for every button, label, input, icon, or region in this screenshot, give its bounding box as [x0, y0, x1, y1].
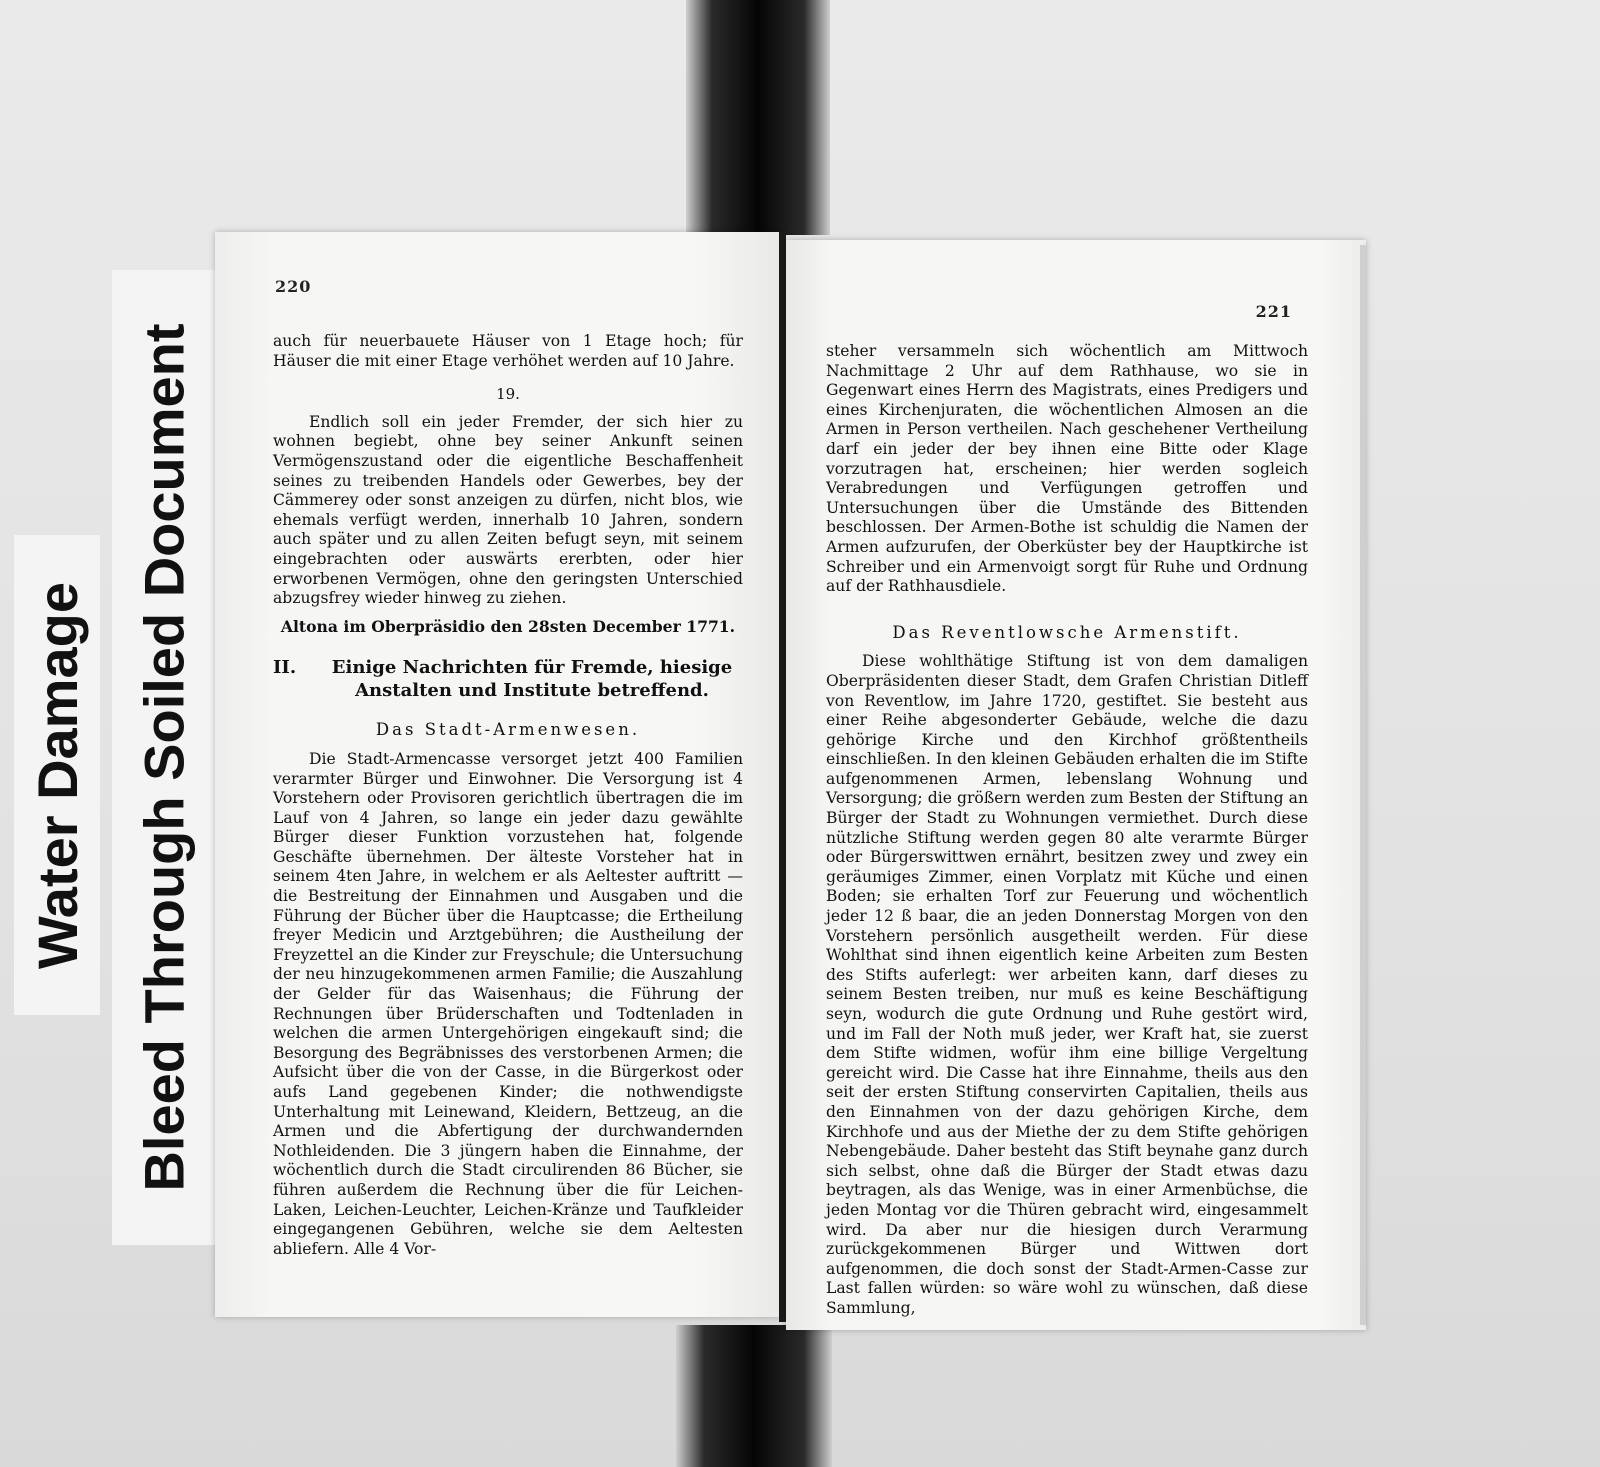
bleed-through-notice	[112, 270, 216, 1245]
book-gutter	[779, 232, 786, 1322]
signature-line: Altona im Oberpräsidio den 28sten December 1771.	[280, 616, 736, 636]
right-page	[786, 240, 1366, 1330]
binding-strip-top	[686, 0, 830, 235]
chapter-heading	[273, 656, 743, 702]
left-page-text	[273, 332, 743, 1259]
section-heading-armenwesen: Das Stadt-Armenwesen.	[375, 720, 641, 740]
right-page-edge	[1360, 245, 1366, 1325]
right-opening-paragraph: steher versammeln sich wöchentlich am Mittwoch Nachmittage 2 Uhr auf dem Rathhause, wo sie in Gegenwart eines Herrn des Magistrats, eines Predigers und eines Kirchenjuraten, die wöchentlichen Almosen an die Armen in Person vertheilen. Nach geschehener Vertheilung darf ein jeder der bey ihnen eine Bitte oder Klage vorzutragen hat, erscheinen; hier werden sogleich Verabredungen und Verfügungen getroffen und Untersuchungen über die Umstände des Bittenden beschlossen. Der Armen-Bothe ist schuldig die Namen der Armen aufzurufen, der Oberküster bey der Hauptkirche ist Schreiber und ein Armenvoigt sorgt für Ruhe und Ordnung auf der Rathhausdiele.	[826, 342, 1308, 596]
right-page-number: 221	[1255, 302, 1292, 321]
chapter-title: Einige Nachrichten für Fremde, hiesige Anstalten und Institute betreffend.	[331, 657, 733, 702]
water-damage-notice	[14, 535, 100, 1015]
binding-strip-bottom	[676, 1325, 832, 1467]
right-page-text	[826, 342, 1308, 1319]
left-body-paragraph: Die Stadt-Armencasse versorget jetzt 400 Familien verarmter Bürger und Einwohner. Die Versorgung ist 4 Vorstehern oder Provisoren gerichtlich übertragen die im Lauf von 4 Jahren, so lange ein jeder dazu gewählte Bürger dieser Funktion vorzustehen hat, folgende Geschäfte übernehmen. Der älteste Vorsteher hat in seinem 4ten Jahre, in welchem er als Aeltester auftritt — die Bestreitung der Einnahmen und Ausgaben und die Führung der Bücher über die Hauptcasse; die Ertheilung freyer Medicin und Arztgebühren; die Austheilung der Freyzettel an die Kinder zur Freyschule; die Untersuchung der neu hinzugekommenen armen Familie; die Auszahlung der Gelder für das Waisenhaus; die Führung der Rechnungen über Brüderschaften und Todtenladen in welchen die armen Untergehörigen eingekauft sind; die Besorgung des Begräbnisses des verstorbenen Armen; die Aufsicht über die von der Casse, in die Bürgerkost oder aufs Land gegebenen Kinder; die nothwendigste Unterhaltung mit Leinewand, Kleidern, Bettzeug, an die Armen und die Abfertigung der durchwandernden Nothleidenden. Die 3 jüngern haben die Einnahme, der wöchentlich durch die Stadt circulirenden 86 Bücher, sie führen außerdem die Rechnung über die für Leichen-Laken, Leichen-Leuchter, Leichen-Kränze und Taufkleider eingegangenen Gebühren, welche sie dem Aeltesten abliefern. Alle 4 Vor-	[273, 749, 743, 1258]
section-heading-armenstift: Das Reventlowsche Armenstift.	[892, 622, 1242, 642]
water-damage-label: Water Damage	[25, 581, 89, 969]
chapter-number: II.	[273, 657, 297, 679]
right-body-paragraph: Diese wohlthätige Stiftung ist von dem damaligen Oberpräsidenten dieser Stadt, dem Grafen Christian Ditleff von Reventlow, im Jahre 1720, gestiftet. Sie besteht aus einer Reihe abgesonderter Gebäude, welche die dazu gehörige Kirche und den Kirchhof größtentheils einschließen. In den kleinen Gebäuden erhalten die im Stifte aufgenommenen Armen, lebenslang Wohnung und Versorgung; die größern werden zum Besten der Stiftung an Bürger der Stadt zu Wohnungen vermiethet. Durch diese nützliche Stiftung werden gegen 80 alte verarmte Bürger oder Bürgerswittwen ernährt, besitzen zwey und zwey ein geräumiges Zimmer, einen Vorplatz mit Küche und einen Boden; sie erhalten Torf zur Feuerung und wöchentlich jeder 12 ß baar, die an jeden Donnerstag Morgen von den Vorstehern persönlich ausgetheilt werden. Für diese Wohlthat sind ihnen eigentlich keine Arbeiten zum Besten des Stifts auferlegt: wer arbeiten kann, darf dieses zu seinem Besten treiben, nur muß es keine Beschäftigung seyn, wodurch die gute Ordnung und Ruhe gestört wird, und im Fall der Noth muß jeder, wer Kraft hat, sie zuerst dem Stifte widmen, wofür ihm eine billige Vergeltung gereicht wird. Die Casse hat ihre Einnahme, theils aus den seit der ersten Stiftung conservirten Capitalien, theils aus den Einnahmen von der dazu gehörigen Kirche, dem Kirchhofe und aus der Miethe der zu dem Stifte gehörigen Nebengebäude. Daher besteht das Stift beynahe ganz durch sich selbst, ohne daß die Bürger der Stadt etwas dazu beytragen, als das Wenige, was in einer Armenbüchse, die jeden Montag vor die Thüren gebracht wird, eingesammelt wird. Da aber nur die hiesigen durch Verarmung zurückgekommenen Bürger und Wittwen dort aufgenommen, die doch sonst der Stadt-Armen-Casse zur Last fallen würden: so wäre wohl zu wünschen, daß diese Sammlung,	[826, 652, 1308, 1317]
section-number: 19.	[496, 385, 520, 404]
bleed-through-label: Bleed Through Soiled Document	[132, 323, 196, 1192]
left-page	[215, 232, 780, 1317]
left-opening-paragraph: auch für neuerbauete Häuser von 1 Etage hoch; für Häuser die mit einer Etage verhöhet werden auf 10 Jahre.	[273, 332, 743, 370]
left-page-number: 220	[275, 277, 312, 296]
paragraph-19: Endlich soll ein jeder Fremder, der sich hier zu wohnen begiebt, ohne bey seiner Ankunft seinen Vermögenszustand oder die eigentliche Beschaffenheit seines zu treibenden Handels oder Gewerbes, bey der Cämmerey oder sonst anzeigen zu dürfen, nicht blos, wie ehemals verfügt werden, innerhalb 10 Jahren, sondern auch später und zu allen Zeiten befugt seyn, mit seinem eingebrachten oder auswärts ererbten, oder hier erworbenen Vermögen, ohne den geringsten Unterschied abzugsfrey wieder hinweg zu ziehen.	[273, 412, 743, 608]
